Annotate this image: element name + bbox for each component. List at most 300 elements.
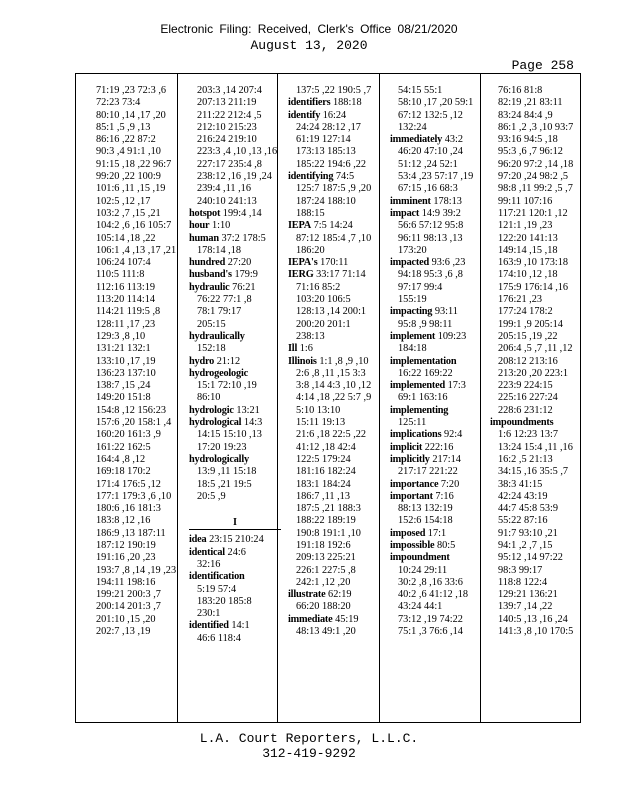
index-box bbox=[75, 73, 581, 723]
index-entry bbox=[189, 547, 285, 559]
index-reference: 128:11 ,17 ,23 bbox=[96, 318, 156, 330]
index-reference: 174:10 ,12 ,18 bbox=[498, 269, 558, 281]
index-entry bbox=[288, 110, 384, 122]
index-entry bbox=[390, 429, 486, 441]
index-reference: 38:3 41:15 bbox=[498, 478, 543, 490]
index-reference: 18:5 ,21 19:5 bbox=[197, 478, 252, 490]
index-reference: 99:20 ,22 100:9 bbox=[96, 171, 161, 183]
index-entry bbox=[390, 454, 486, 466]
index-word-reference: 222:16 bbox=[424, 441, 454, 453]
index-reference: 95:12 ,14 97:22 bbox=[498, 552, 563, 564]
index-word: hydrogeologic bbox=[189, 367, 248, 379]
index-entry bbox=[189, 257, 285, 269]
index-reference: 69:1 163:16 bbox=[398, 392, 448, 404]
index-reference: 53:4 ,23 57:17 ,19 bbox=[398, 171, 474, 183]
index-reference: 95:3 ,6 ,7 96:12 bbox=[498, 146, 563, 158]
index-reference: 200:14 201:3 ,7 bbox=[96, 601, 161, 613]
index-reference: 183:1 184:24 bbox=[296, 478, 351, 490]
index-word: human bbox=[189, 232, 219, 244]
index-word-reference: 1:1 ,8 ,9 ,10 bbox=[319, 355, 369, 367]
index-reference: 98:3 99:17 bbox=[498, 564, 543, 576]
index-reference: 46:6 118:4 bbox=[197, 632, 241, 644]
column-divider bbox=[379, 74, 380, 722]
index-entry bbox=[390, 442, 486, 454]
index-reference: 13:24 15:4 ,11 ,16 bbox=[498, 441, 573, 453]
index-reference: 15:11 19:13 bbox=[296, 417, 346, 429]
index-entry bbox=[189, 208, 285, 220]
index-reference: 75:1 ,3 76:6 ,14 bbox=[398, 626, 463, 638]
index-word: hundred bbox=[189, 257, 226, 269]
index-word-reference: 92:4 bbox=[443, 429, 463, 441]
index-reference: 103:2 ,7 ,15 ,21 bbox=[96, 207, 161, 219]
index-reference: 91:15 ,18 ,22 96:7 bbox=[96, 158, 172, 170]
index-reference: 96:11 98:13 ,13 bbox=[398, 232, 463, 244]
index-reference: 61:19 127:14 bbox=[296, 134, 351, 146]
index-word: hour bbox=[189, 220, 210, 232]
index-column-4 bbox=[390, 85, 486, 715]
index-entry bbox=[189, 220, 285, 232]
index-reference: 3:8 ,14 4:3 ,10 ,12 bbox=[296, 380, 372, 392]
index-word-reference: 43:2 bbox=[444, 134, 464, 146]
index-reference: 41:12 ,18 42:4 bbox=[296, 441, 356, 453]
index-word: implementing bbox=[390, 404, 449, 416]
index-reference: 191:18 192:6 bbox=[296, 539, 351, 551]
reporter-phone: 312-419-9292 bbox=[262, 746, 356, 761]
index-reference: 186:9 ,13 187:11 bbox=[96, 527, 166, 539]
index-word-reference: 199:4 ,14 bbox=[222, 207, 262, 219]
index-reference: 2:6 ,8 ,11 ,15 3:3 bbox=[296, 367, 366, 379]
index-reference: 67:12 132:5 ,12 bbox=[398, 109, 463, 121]
index-reference: 90:3 ,4 91:1 ,10 bbox=[96, 146, 161, 158]
index-entry bbox=[288, 589, 384, 601]
index-word: implement bbox=[390, 330, 436, 342]
index-word-reference: 21:12 bbox=[216, 355, 241, 367]
index-reference: 129:3 ,8 ,10 bbox=[96, 330, 146, 342]
index-word: impoundments bbox=[490, 417, 554, 429]
index-word: implementation bbox=[390, 355, 457, 367]
index-reference: 129:21 136:21 bbox=[498, 589, 558, 601]
index-reference: 46:20 47:10 ,24 bbox=[398, 146, 463, 158]
index-entry bbox=[288, 97, 384, 109]
index-reference: 161:22 162:5 bbox=[96, 441, 151, 453]
index-entry bbox=[189, 331, 285, 343]
index-entry bbox=[189, 269, 285, 281]
index-reference: 201:10 ,15 ,20 bbox=[96, 613, 156, 625]
index-word: hydrological bbox=[189, 417, 242, 429]
index-column-2 bbox=[189, 85, 285, 715]
index-entry bbox=[390, 208, 486, 220]
index-reference: 230:1 bbox=[197, 608, 221, 620]
index-word-reference: 76:21 bbox=[232, 281, 256, 293]
index-reference: 24:24 28:12 ,17 bbox=[296, 121, 361, 133]
index-word: husband's bbox=[189, 269, 232, 281]
index-reference: 190:8 191:1 ,10 bbox=[296, 527, 361, 539]
index-reference: 78:1 79:17 bbox=[197, 306, 242, 318]
index-word-reference: 188:18 bbox=[333, 97, 362, 109]
index-reference: 188:15 bbox=[296, 207, 325, 219]
index-reference: 200:20 201:1 bbox=[296, 318, 351, 330]
index-word: hydro bbox=[189, 355, 215, 367]
index-reference: 15:1 72:10 ,19 bbox=[197, 380, 257, 392]
index-word: illustrate bbox=[288, 589, 326, 601]
index-reference: 113:20 114:14 bbox=[96, 294, 156, 306]
index-reference: 164:4 ,8 ,12 bbox=[96, 453, 146, 465]
index-reference: 54:15 55:1 bbox=[398, 85, 443, 96]
index-entry bbox=[288, 171, 384, 183]
index-word-reference: 14:9 39:2 bbox=[421, 207, 461, 219]
index-entry bbox=[189, 620, 285, 632]
index-reference: 180:6 ,16 181:3 bbox=[96, 503, 161, 515]
index-column-5 bbox=[490, 85, 586, 715]
index-reference: 211:22 212:4 ,5 bbox=[197, 109, 262, 121]
index-reference: 205:15 bbox=[197, 318, 226, 330]
index-entry bbox=[288, 220, 384, 232]
index-word: identification bbox=[189, 571, 245, 583]
index-reference: 212:10 215:23 bbox=[197, 121, 257, 133]
page-number: Page 258 bbox=[511, 58, 574, 73]
index-reference: 95:8 ,9 98:11 bbox=[398, 318, 453, 330]
index-entry bbox=[390, 306, 486, 318]
index-word: Illinois bbox=[288, 355, 317, 367]
index-reference: 16:22 169:22 bbox=[398, 367, 453, 379]
index-reference: 185:22 194:6 ,22 bbox=[296, 158, 367, 170]
blank-line bbox=[189, 503, 285, 515]
index-reference: 238:12 ,16 ,19 ,24 bbox=[197, 171, 272, 183]
index-reference: 106:1 ,4 ,13 ,17 ,21 bbox=[96, 244, 177, 256]
index-word-reference: 23:15 210:24 bbox=[209, 534, 264, 546]
index-word: hydraulic bbox=[189, 281, 230, 293]
index-word: importance bbox=[390, 478, 439, 490]
index-reference: 17:20 19:23 bbox=[197, 441, 247, 453]
index-word: implicitly bbox=[390, 453, 430, 465]
index-word: impoundment bbox=[390, 552, 450, 564]
index-reference: 157:6 ,20 158:1 ,4 bbox=[96, 417, 172, 429]
index-reference: 183:20 185:8 bbox=[197, 595, 252, 607]
index-reference: 139:7 ,14 ,22 bbox=[498, 601, 553, 613]
index-entry bbox=[288, 614, 384, 626]
reporter-name: L.A. Court Reporters, L.L.C. bbox=[199, 731, 419, 746]
index-entry bbox=[390, 552, 486, 564]
index-word: identical bbox=[189, 546, 225, 558]
index-column-1 bbox=[88, 85, 184, 715]
index-word: important bbox=[390, 490, 433, 502]
index-word-reference: 45:19 bbox=[335, 613, 359, 625]
index-reference: 160:20 161:3 ,9 bbox=[96, 429, 161, 441]
index-reference: 194:11 198:16 bbox=[96, 576, 156, 588]
index-entry bbox=[189, 405, 285, 417]
index-reference: 149:20 151:8 bbox=[96, 392, 151, 404]
index-reference: 91:7 93:10 ,21 bbox=[498, 527, 558, 539]
index-reference: 187:5 ,21 188:3 bbox=[296, 503, 361, 515]
index-reference: 97:20 ,24 98:2 ,5 bbox=[498, 171, 569, 183]
index-reference: 104:2 ,6 ,16 105:7 bbox=[96, 220, 172, 232]
filing-header: Electronic Filing: Received, Clerk's Office 08/21/2020 bbox=[160, 22, 458, 36]
index-word: identify bbox=[288, 109, 321, 121]
index-reference: 208:12 213:16 bbox=[498, 355, 558, 367]
index-word: implications bbox=[390, 429, 442, 441]
index-reference: 43:24 44:1 bbox=[398, 601, 443, 613]
index-reference: 105:14 ,18 ,22 bbox=[96, 232, 156, 244]
index-reference: 187:12 190:19 bbox=[96, 539, 156, 551]
index-reference: 205:15 ,19 ,22 bbox=[498, 330, 558, 342]
index-word-reference: 13:21 bbox=[236, 404, 260, 416]
index-reference: 181:16 182:24 bbox=[296, 466, 356, 478]
index-reference: 5:19 57:4 bbox=[197, 583, 237, 595]
index-reference: 137:5 ,22 190:5 ,7 bbox=[296, 85, 372, 96]
index-word: impacted bbox=[390, 257, 430, 269]
index-reference: 88:13 132:19 bbox=[398, 503, 453, 515]
index-reference: 199:21 200:3 ,7 bbox=[96, 589, 161, 601]
index-word-reference: 17:3 bbox=[447, 380, 466, 392]
index-word: impact bbox=[390, 207, 420, 219]
index-reference: 175:9 176:14 ,16 bbox=[498, 281, 569, 293]
index-word: impossible bbox=[390, 539, 435, 551]
index-word-reference: 14:1 bbox=[231, 620, 250, 632]
index-reference: 223:3 ,4 ,10 ,13 ,16 bbox=[197, 146, 278, 158]
index-word: implicit bbox=[390, 441, 423, 453]
index-reference: 186:20 bbox=[296, 244, 325, 256]
index-word: implemented bbox=[390, 380, 445, 392]
index-reference: 225:16 227:24 bbox=[498, 392, 558, 404]
index-reference: 209:13 225:21 bbox=[296, 552, 356, 564]
index-reference: 173:13 185:13 bbox=[296, 146, 356, 158]
index-word: impacting bbox=[390, 306, 433, 318]
index-reference: 21:6 ,18 22:5 ,22 bbox=[296, 429, 367, 441]
index-word: immediate bbox=[288, 613, 333, 625]
index-reference: 216:24 219:10 bbox=[197, 134, 257, 146]
index-reference: 240:10 241:13 bbox=[197, 195, 257, 207]
index-word-reference: 80:5 bbox=[436, 539, 456, 551]
index-entry bbox=[189, 368, 285, 380]
index-word-reference: 33:17 71:14 bbox=[316, 269, 366, 281]
column-divider bbox=[177, 74, 178, 722]
index-reference: 1:6 12:23 13:7 bbox=[498, 429, 559, 441]
index-entry bbox=[390, 331, 486, 343]
index-word: immediately bbox=[390, 134, 443, 146]
index-word: identified bbox=[189, 620, 229, 632]
index-reference: 140:5 ,13 ,16 ,24 bbox=[498, 613, 568, 625]
index-reference: 133:10 ,17 ,19 bbox=[96, 355, 156, 367]
index-reference: 94:1 ,2 ,7 ,15 bbox=[498, 539, 553, 551]
index-reference: 40:2 ,6 41:12 ,18 bbox=[398, 589, 469, 601]
index-reference: 206:4 ,5 ,7 ,11 ,12 bbox=[498, 343, 573, 355]
index-reference: 96:20 97:2 ,14 ,18 bbox=[498, 158, 574, 170]
index-reference: 239:4 ,11 ,16 bbox=[197, 183, 251, 195]
index-entry bbox=[189, 356, 285, 368]
index-reference: 193:7 ,8 ,14 ,19 ,23 bbox=[96, 564, 177, 576]
index-reference: 202:7 ,13 ,19 bbox=[96, 626, 151, 638]
index-word: imposed bbox=[390, 527, 426, 539]
index-column-3 bbox=[288, 85, 384, 715]
index-reference: 71:16 85:2 bbox=[296, 281, 341, 293]
index-reference: 97:17 99:4 bbox=[398, 281, 443, 293]
index-reference: 138:7 ,15 ,24 bbox=[96, 380, 151, 392]
index-reference: 131:21 132:1 bbox=[96, 343, 151, 355]
index-word-reference: 217:14 bbox=[432, 453, 461, 465]
index-entry bbox=[189, 282, 285, 294]
index-word-reference: 93:11 bbox=[434, 306, 458, 318]
index-reference: 155:19 bbox=[398, 294, 427, 306]
index-entry bbox=[288, 356, 384, 368]
index-reference: 188:22 189:19 bbox=[296, 515, 356, 527]
index-word-reference: 27:20 bbox=[227, 257, 252, 269]
index-reference: 238:13 bbox=[296, 330, 325, 342]
index-entry bbox=[189, 233, 285, 245]
index-reference: 82:19 ,21 83:11 bbox=[498, 97, 563, 109]
index-reference: 177:1 179:3 ,6 ,10 bbox=[96, 490, 172, 502]
index-word: IEPA's bbox=[288, 257, 318, 269]
index-word: IERG bbox=[288, 269, 314, 281]
index-reference: 4:14 ,18 ,22 5:7 ,9 bbox=[296, 392, 372, 404]
index-word-reference: 93:6 ,23 bbox=[431, 257, 466, 269]
index-reference: 186:7 ,11 ,13 bbox=[296, 490, 350, 502]
index-word-reference: 24:6 bbox=[227, 546, 246, 558]
index-reference: 34:15 ,16 35:5 ,7 bbox=[498, 466, 569, 478]
index-reference: 102:5 ,12 ,17 bbox=[96, 195, 151, 207]
index-reference: 128:13 ,14 200:1 bbox=[296, 306, 367, 318]
index-word-reference: 179:9 bbox=[234, 269, 258, 281]
index-reference: 112:16 113:19 bbox=[96, 281, 156, 293]
index-reference: 149:14 ,15 ,18 bbox=[498, 244, 558, 256]
index-reference: 10:24 29:11 bbox=[398, 564, 448, 576]
index-reference: 13:9 ,11 15:18 bbox=[197, 466, 257, 478]
index-reference: 199:1 ,9 205:14 bbox=[498, 318, 563, 330]
index-reference: 32:16 bbox=[197, 558, 221, 570]
filing-date: August 13, 2020 bbox=[250, 38, 368, 53]
index-reference: 99:11 107:16 bbox=[498, 195, 553, 207]
index-reference: 51:12 ,24 52:1 bbox=[398, 158, 458, 170]
index-entry bbox=[390, 405, 486, 417]
index-reference: 183:8 ,12 ,16 bbox=[96, 515, 151, 527]
index-word-reference: 1:10 bbox=[211, 220, 231, 232]
index-reference: 56:6 57:12 95:8 bbox=[398, 220, 464, 232]
index-reference: 117:21 120:1 ,12 bbox=[498, 207, 568, 219]
index-word-reference: 1:6 bbox=[299, 343, 313, 355]
index-reference: 177:24 178:2 bbox=[498, 306, 553, 318]
index-word-reference: 37:2 178:5 bbox=[221, 232, 266, 244]
index-reference: 152:18 bbox=[197, 343, 226, 355]
index-entry bbox=[189, 454, 285, 466]
index-word-reference: 7:5 14:24 bbox=[313, 220, 353, 232]
index-entry bbox=[288, 269, 384, 281]
index-reference: 152:6 154:18 bbox=[398, 515, 453, 527]
index-reference: 125:7 187:5 ,9 ,20 bbox=[296, 183, 372, 195]
index-reference: 93:16 94:5 ,18 bbox=[498, 134, 558, 146]
index-reference: 87:12 185:4 ,7 ,10 bbox=[296, 232, 372, 244]
index-reference: 118:8 122:4 bbox=[498, 576, 548, 588]
index-reference: 242:1 ,12 ,20 bbox=[296, 576, 351, 588]
index-entry bbox=[189, 534, 285, 546]
index-reference: 85:1 ,5 ,9 ,13 bbox=[96, 121, 151, 133]
index-reference: 86:1 ,2 ,3 ,10 93:7 bbox=[498, 121, 574, 133]
index-reference: 173:20 bbox=[398, 244, 427, 256]
index-reference: 223:9 224:15 bbox=[498, 380, 553, 392]
index-entry bbox=[390, 356, 486, 368]
index-reference: 110:5 111:8 bbox=[96, 269, 145, 281]
index-reference: 114:21 119:5 ,8 bbox=[96, 306, 161, 318]
index-reference: 14:15 15:10 ,13 bbox=[197, 429, 262, 441]
index-reference: 5:10 13:10 bbox=[296, 404, 341, 416]
index-entry bbox=[390, 380, 486, 392]
index-reference: 154:8 ,12 156:23 bbox=[96, 404, 167, 416]
index-reference: 228:6 231:12 bbox=[498, 404, 553, 416]
index-reference: 80:10 ,14 ,17 ,20 bbox=[96, 109, 166, 121]
index-word: idea bbox=[189, 534, 207, 546]
index-entry bbox=[390, 540, 486, 552]
index-entry bbox=[390, 528, 486, 540]
index-reference: 94:18 95:3 ,6 ,8 bbox=[398, 269, 463, 281]
index-reference: 203:3 ,14 207:4 bbox=[197, 85, 262, 96]
index-reference: 136:23 137:10 bbox=[96, 367, 156, 379]
index-word-reference: 74:5 bbox=[335, 171, 355, 183]
index-word: hotspot bbox=[189, 207, 221, 219]
index-word: Ill bbox=[288, 343, 298, 355]
index-reference: 103:20 106:5 bbox=[296, 294, 351, 306]
index-reference: 141:3 ,8 ,10 170:5 bbox=[498, 626, 574, 638]
index-word: hydraulically bbox=[189, 330, 245, 342]
index-reference: 20:5 ,9 bbox=[197, 490, 226, 502]
index-reference: 122:5 179:24 bbox=[296, 453, 351, 465]
index-reference: 86:16 ,22 87:2 bbox=[96, 134, 156, 146]
column-divider bbox=[277, 74, 278, 722]
index-reference: 178:14 ,18 bbox=[197, 244, 242, 256]
index-reference: 163:9 ,10 173:18 bbox=[498, 257, 569, 269]
index-reference: 44:7 45:8 53:9 bbox=[498, 503, 559, 515]
index-reference: 132:24 bbox=[398, 121, 427, 133]
index-word: hydrologic bbox=[189, 404, 234, 416]
index-reference: 16:2 ,5 21:13 bbox=[498, 453, 553, 465]
section-letter: I bbox=[189, 517, 281, 530]
index-reference: 184:18 bbox=[398, 343, 427, 355]
index-reference: 48:13 49:1 ,20 bbox=[296, 626, 356, 638]
index-word: imminent bbox=[390, 195, 431, 207]
index-word: IEPA bbox=[288, 220, 312, 232]
index-entry bbox=[390, 479, 486, 491]
index-word: hydrologically bbox=[189, 453, 249, 465]
index-reference: 67:15 ,16 68:3 bbox=[398, 183, 458, 195]
index-word-reference: 7:16 bbox=[435, 490, 454, 502]
index-entry bbox=[189, 417, 285, 429]
index-reference: 125:11 bbox=[398, 417, 427, 429]
index-reference: 106:24 107:4 bbox=[96, 257, 151, 269]
index-reference: 169:18 170:2 bbox=[96, 466, 151, 478]
index-word-reference: 7:20 bbox=[440, 478, 460, 490]
index-reference: 71:19 ,23 72:3 ,6 bbox=[96, 85, 167, 96]
index-reference: 122:20 141:13 bbox=[498, 232, 558, 244]
index-reference: 86:10 bbox=[197, 392, 221, 404]
index-reference: 73:12 ,19 74:22 bbox=[398, 613, 463, 625]
index-reference: 98:8 ,11 99:2 ,5 ,7 bbox=[498, 183, 573, 195]
index-reference: 217:17 221:22 bbox=[398, 466, 458, 478]
index-reference: 121:1 ,19 ,23 bbox=[498, 220, 553, 232]
index-entry bbox=[390, 134, 486, 146]
index-entry bbox=[390, 491, 486, 503]
index-word: identifying bbox=[288, 171, 334, 183]
index-reference: 58:10 ,17 ,20 59:1 bbox=[398, 97, 474, 109]
column-divider bbox=[480, 74, 481, 722]
index-reference: 76:22 77:1 ,8 bbox=[197, 294, 252, 306]
index-word-reference: 17:1 bbox=[427, 527, 447, 539]
index-reference: 227:17 235:4 ,8 bbox=[197, 158, 262, 170]
index-reference: 191:16 ,20 ,23 bbox=[96, 552, 156, 564]
index-reference: 42:24 43:19 bbox=[498, 490, 548, 502]
index-word-reference: 178:13 bbox=[433, 195, 462, 207]
index-entry bbox=[288, 257, 384, 269]
index-entry bbox=[390, 257, 486, 269]
index-reference: 176:21 ,23 bbox=[498, 294, 543, 306]
index-reference: 66:20 188:20 bbox=[296, 601, 351, 613]
index-word-reference: 16:24 bbox=[322, 109, 347, 121]
